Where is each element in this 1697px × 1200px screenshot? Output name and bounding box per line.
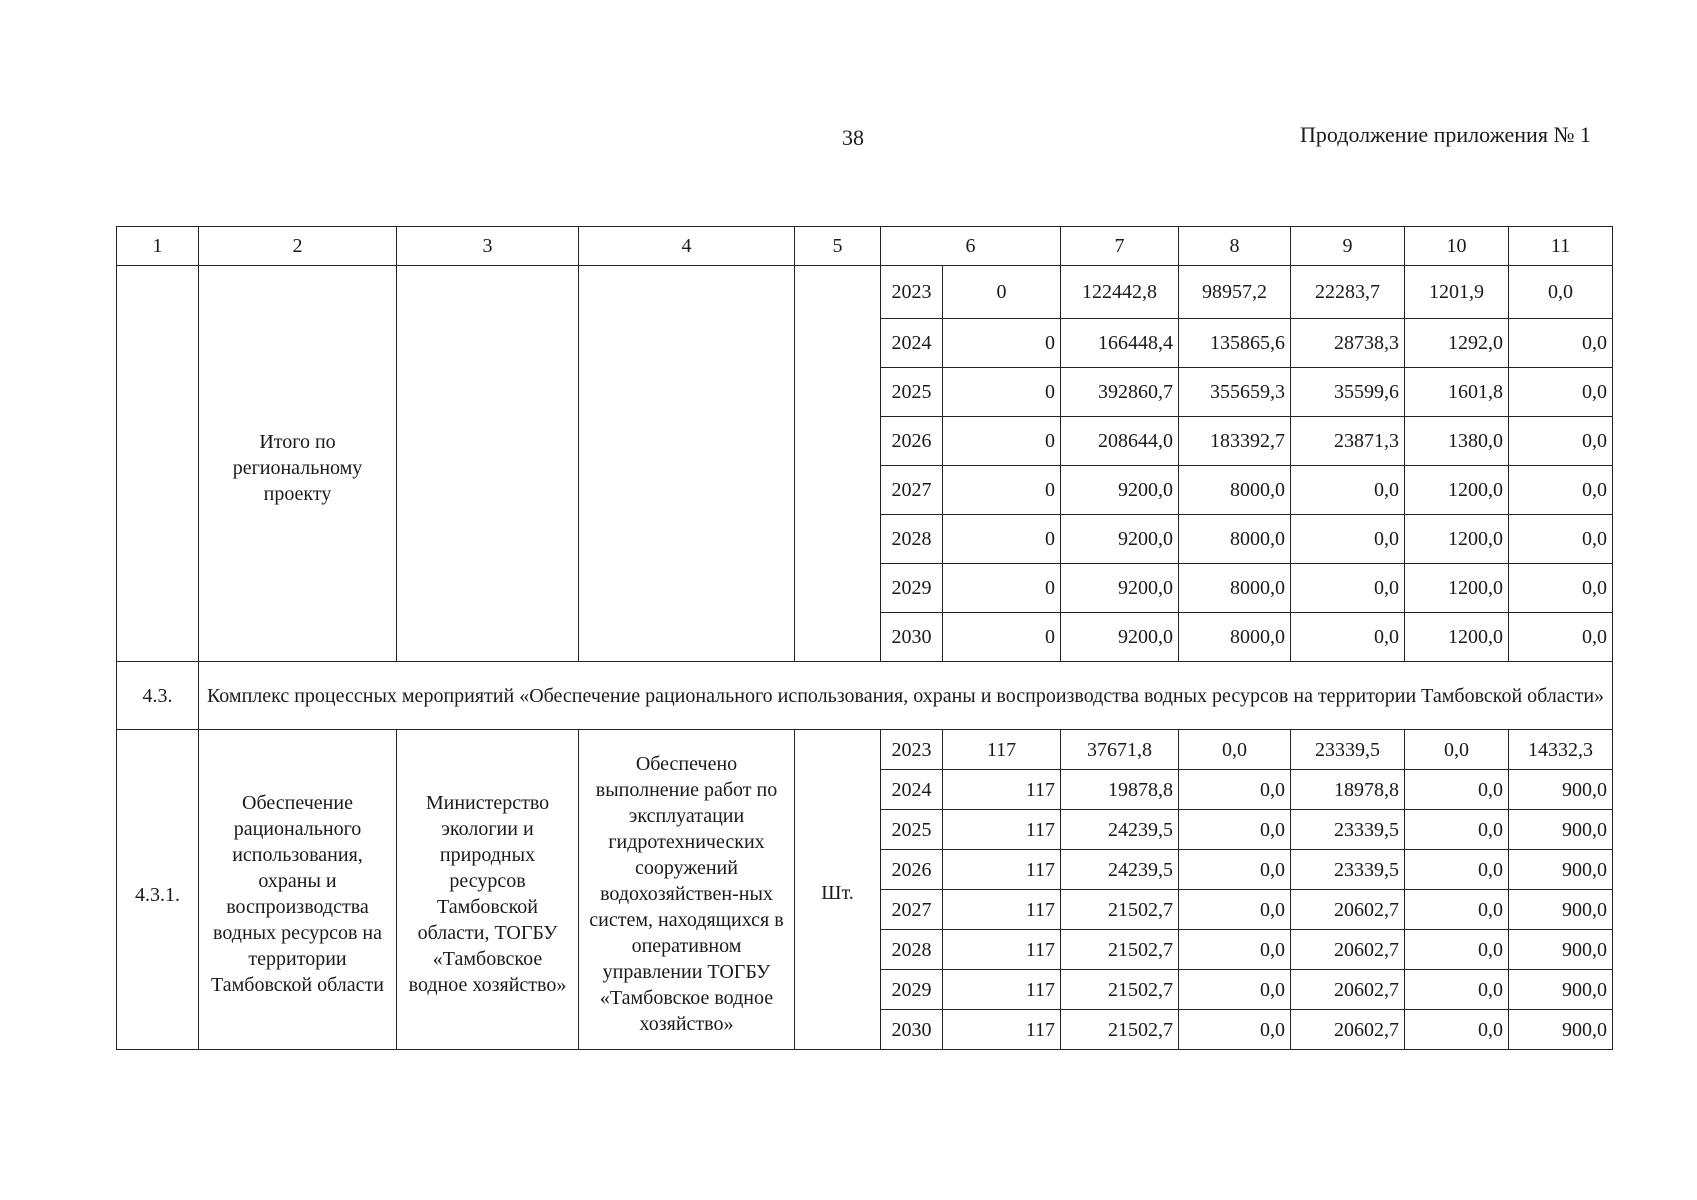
- value-col-7: 24239,5: [1061, 850, 1179, 890]
- column-number-11: 11: [1509, 227, 1613, 266]
- value-col-10: 1201,9: [1405, 266, 1509, 319]
- value-col-11: 900,0: [1509, 1010, 1613, 1050]
- value-col-11: 0,0: [1509, 613, 1613, 662]
- year-cell: 2025: [881, 810, 943, 850]
- year-cell: 2028: [881, 930, 943, 970]
- column-number-row: [117, 227, 1613, 266]
- value-col-10: 1200,0: [1405, 564, 1509, 613]
- value-col-9: 35599,6: [1291, 368, 1405, 417]
- year-cell: 2025: [881, 368, 943, 417]
- row-number: [117, 266, 199, 662]
- value-col-7: 392860,7: [1061, 368, 1179, 417]
- value-col-11: 900,0: [1509, 930, 1613, 970]
- value-col-8: 0,0: [1179, 930, 1291, 970]
- value-col-10: 0,0: [1405, 810, 1509, 850]
- value-col-11: 14332,3: [1509, 730, 1613, 770]
- value-col-6: 117: [943, 890, 1061, 930]
- value-col-11: 0,0: [1509, 368, 1613, 417]
- column-number-8: 8: [1179, 227, 1291, 266]
- value-col-10: 0,0: [1405, 890, 1509, 930]
- year-cell: 2030: [881, 613, 943, 662]
- value-col-11: 0,0: [1509, 266, 1613, 319]
- value-col-8: 98957,2: [1179, 266, 1291, 319]
- column-number-9: 9: [1291, 227, 1405, 266]
- value-col-8: 0,0: [1179, 1010, 1291, 1050]
- year-cell: 2027: [881, 466, 943, 515]
- value-col-7: 19878,8: [1061, 770, 1179, 810]
- value-col-9: 23339,5: [1291, 850, 1405, 890]
- value-col-7: 21502,7: [1061, 1010, 1179, 1050]
- value-col-9: 18978,8: [1291, 770, 1405, 810]
- value-col-9: 23871,3: [1291, 417, 1405, 466]
- year-cell: 2029: [881, 970, 943, 1010]
- value-col-9: 23339,5: [1291, 730, 1405, 770]
- value-col-10: 0,0: [1405, 850, 1509, 890]
- section-title: Комплекс процессных мероприятий «Обеспечение рационального использования, охраны и воспроизводства водных ресурсов на территории Тамбовской области»: [199, 662, 1613, 730]
- value-col-6: 117: [943, 770, 1061, 810]
- value-col-8: 183392,7: [1179, 417, 1291, 466]
- measure-name: Итого по региональному проекту: [199, 266, 397, 662]
- responsible-executor: Министерство экологии и природных ресурсов Тамбовской области, ТОГБУ «Тамбовское водное хозяйство»: [397, 730, 579, 1050]
- value-col-6: 117: [943, 730, 1061, 770]
- value-col-10: 1200,0: [1405, 613, 1509, 662]
- value-col-7: 9200,0: [1061, 564, 1179, 613]
- value-col-10: 0,0: [1405, 1010, 1509, 1050]
- column-number-7: 7: [1061, 227, 1179, 266]
- value-col-9: 20602,7: [1291, 1010, 1405, 1050]
- value-col-7: 9200,0: [1061, 515, 1179, 564]
- column-number-1: 1: [117, 227, 199, 266]
- value-col-11: 0,0: [1509, 515, 1613, 564]
- table-row: [117, 730, 1613, 770]
- value-col-10: 0,0: [1405, 770, 1509, 810]
- value-col-11: 0,0: [1509, 319, 1613, 368]
- value-col-9: 0,0: [1291, 515, 1405, 564]
- value-col-11: 900,0: [1509, 810, 1613, 850]
- value-col-11: 900,0: [1509, 850, 1613, 890]
- section-row: [117, 662, 1613, 730]
- value-col-6: 117: [943, 1010, 1061, 1050]
- value-col-6: 0: [943, 417, 1061, 466]
- year-cell: 2029: [881, 564, 943, 613]
- column-number-4: 4: [579, 227, 795, 266]
- value-col-8: 0,0: [1179, 970, 1291, 1010]
- value-col-7: 9200,0: [1061, 613, 1179, 662]
- value-col-10: 1200,0: [1405, 466, 1509, 515]
- value-col-8: 8000,0: [1179, 515, 1291, 564]
- value-col-6: 0: [943, 613, 1061, 662]
- appendix-note: Продолжение приложения № 1: [1300, 122, 1591, 147]
- measure-block: [117, 730, 1613, 1050]
- value-col-6: 117: [943, 850, 1061, 890]
- value-col-9: 0,0: [1291, 564, 1405, 613]
- value-col-6: 0: [943, 564, 1061, 613]
- year-cell: 2026: [881, 417, 943, 466]
- column-number-6: 6: [881, 227, 1061, 266]
- value-col-9: 20602,7: [1291, 890, 1405, 930]
- year-cell: 2023: [881, 266, 943, 319]
- value-col-11: 900,0: [1509, 970, 1613, 1010]
- value-col-9: 22283,7: [1291, 266, 1405, 319]
- value-col-6: 0: [943, 319, 1061, 368]
- column-number-10: 10: [1405, 227, 1509, 266]
- value-col-7: 21502,7: [1061, 930, 1179, 970]
- value-col-10: 0,0: [1405, 730, 1509, 770]
- unit-of-measure: Шт.: [795, 730, 881, 1050]
- value-col-9: 28738,3: [1291, 319, 1405, 368]
- section-number: 4.3.: [117, 662, 199, 730]
- value-col-10: 1200,0: [1405, 515, 1509, 564]
- year-cell: 2024: [881, 319, 943, 368]
- value-col-8: 0,0: [1179, 890, 1291, 930]
- unit-of-measure: [795, 266, 881, 662]
- budget-table: [116, 226, 1613, 1050]
- year-cell: 2027: [881, 890, 943, 930]
- value-col-6: 0: [943, 466, 1061, 515]
- value-col-8: 0,0: [1179, 770, 1291, 810]
- page-number: 38: [842, 125, 864, 150]
- value-col-8: 355659,3: [1179, 368, 1291, 417]
- result-description: [579, 266, 795, 662]
- value-col-8: 135865,6: [1179, 319, 1291, 368]
- year-cell: 2028: [881, 515, 943, 564]
- value-col-6: 0: [943, 266, 1061, 319]
- measure-name: Обеспечение рационального использования, охраны и воспроизводства водных ресурсов на территории Тамбовской области: [199, 730, 397, 1050]
- value-col-8: 0,0: [1179, 730, 1291, 770]
- value-col-8: 8000,0: [1179, 564, 1291, 613]
- value-col-7: 24239,5: [1061, 810, 1179, 850]
- value-col-6: 117: [943, 930, 1061, 970]
- value-col-10: 0,0: [1405, 970, 1509, 1010]
- value-col-9: 0,0: [1291, 613, 1405, 662]
- responsible-executor: [397, 266, 579, 662]
- column-number-5: 5: [795, 227, 881, 266]
- value-col-8: 0,0: [1179, 810, 1291, 850]
- value-col-11: 0,0: [1509, 417, 1613, 466]
- value-col-9: 23339,5: [1291, 810, 1405, 850]
- row-number: 4.3.1.: [117, 730, 199, 1050]
- value-col-6: 0: [943, 515, 1061, 564]
- value-col-6: 117: [943, 810, 1061, 850]
- value-col-6: 117: [943, 970, 1061, 1010]
- value-col-8: 0,0: [1179, 850, 1291, 890]
- value-col-10: 0,0: [1405, 930, 1509, 970]
- value-col-10: 1601,8: [1405, 368, 1509, 417]
- value-col-11: 0,0: [1509, 466, 1613, 515]
- value-col-7: 21502,7: [1061, 890, 1179, 930]
- value-col-9: 20602,7: [1291, 970, 1405, 1010]
- year-cell: 2026: [881, 850, 943, 890]
- year-cell: 2023: [881, 730, 943, 770]
- value-col-7: 9200,0: [1061, 466, 1179, 515]
- table-row: [117, 266, 1613, 319]
- value-col-7: 208644,0: [1061, 417, 1179, 466]
- column-number-3: 3: [397, 227, 579, 266]
- year-cell: 2030: [881, 1010, 943, 1050]
- value-col-10: 1380,0: [1405, 417, 1509, 466]
- result-description: Обеспечено выполнение работ по эксплуатации гидротехнических сооружений водохозяйствен-ных систем, находящихся в оперативном управлении ТОГБУ «Тамбовское водное хозяйство»: [579, 730, 795, 1050]
- column-number-2: 2: [199, 227, 397, 266]
- value-col-11: 900,0: [1509, 890, 1613, 930]
- value-col-7: 166448,4: [1061, 319, 1179, 368]
- value-col-8: 8000,0: [1179, 613, 1291, 662]
- value-col-6: 0: [943, 368, 1061, 417]
- value-col-8: 8000,0: [1179, 466, 1291, 515]
- value-col-9: 0,0: [1291, 466, 1405, 515]
- value-col-11: 900,0: [1509, 770, 1613, 810]
- value-col-7: 37671,8: [1061, 730, 1179, 770]
- value-col-10: 1292,0: [1405, 319, 1509, 368]
- value-col-11: 0,0: [1509, 564, 1613, 613]
- value-col-9: 20602,7: [1291, 930, 1405, 970]
- value-col-7: 21502,7: [1061, 970, 1179, 1010]
- value-col-7: 122442,8: [1061, 266, 1179, 319]
- year-cell: 2024: [881, 770, 943, 810]
- total-block: [117, 266, 1613, 662]
